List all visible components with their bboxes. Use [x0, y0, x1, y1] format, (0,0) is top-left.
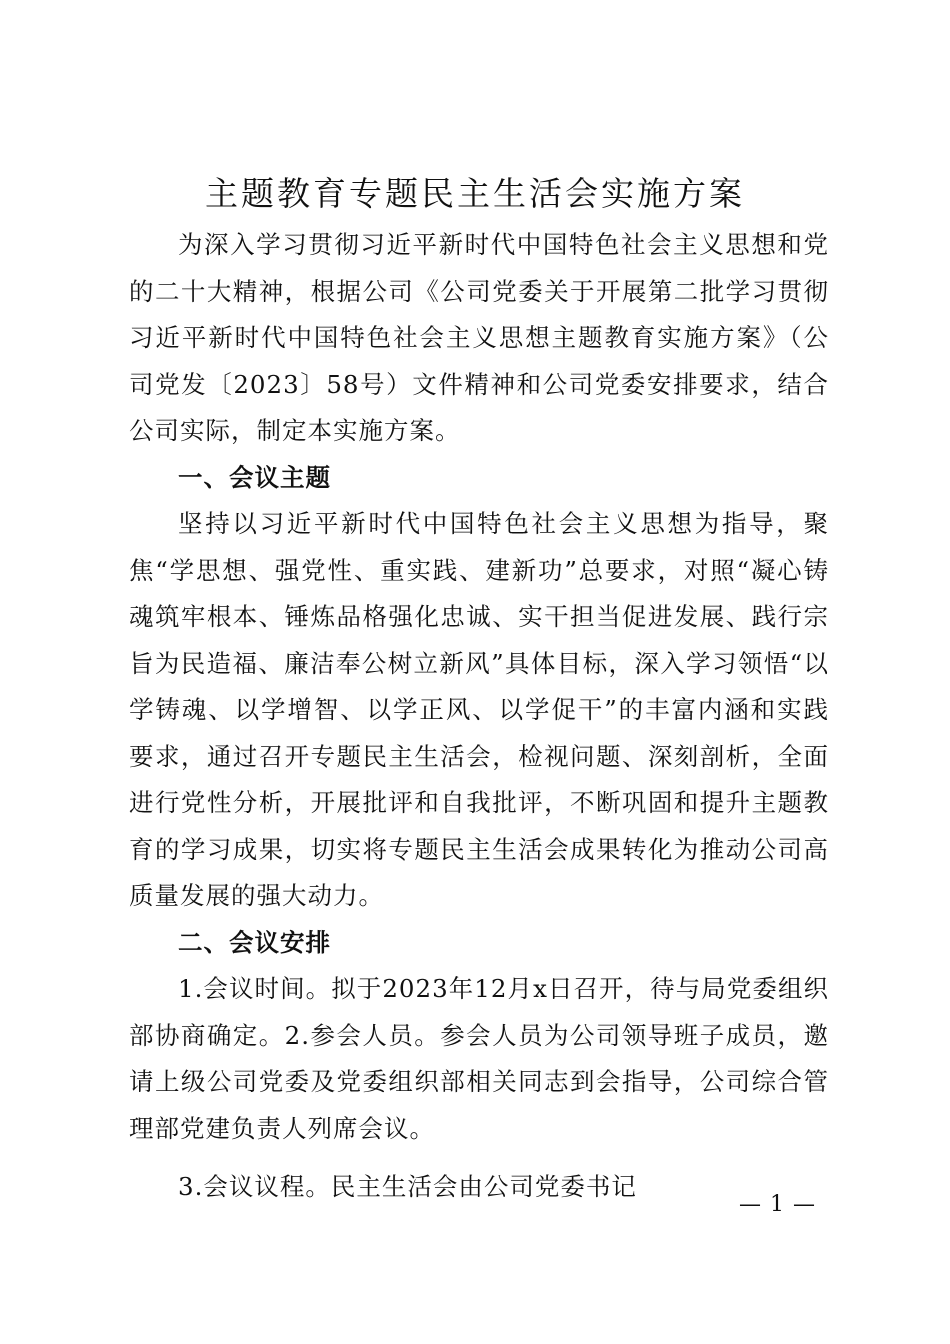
page-number: — 1 —	[739, 1192, 816, 1217]
paragraph-gap	[129, 1152, 829, 1164]
section-theme-paragraph: 坚持以习近平新时代中国特色社会主义思想为指导，聚焦“学思想、强党性、重实践、建新功”总要求，对照“凝心铸魂筑牢根本、锤炼品格强化忠诚、实干担当促进发展、践行宗旨为民造福、廉洁奉公树立新风”具体目标，深入学习领悟“以学铸魂、以学增智、以学正风、以学促干”的丰富内涵和实践要求，通过召开专题民主生活会，检视问题、深刻剖析，全面进行党性分析，开展批评和自我批评，不断巩固和提升主题教育的学习成果，切实将专题民主生活会成果转化为推动公司高质量发展的强大动力。	[129, 509, 829, 910]
intro-paragraph: 为深入学习贯彻习近平新时代中国特色社会主义思想和党的二十大精神，根据公司《公司党委关于开展第二批学习贯彻习近平新时代中国特色社会主义思想主题教育实施方案》（公司党发〔2023〕58号）文件精神和公司党委安排要求，结合公司实际，制定本实施方案。	[129, 230, 829, 445]
arrangement-paragraph-agenda: 3.会议议程。民主生活会由公司党委书记	[178, 1172, 637, 1201]
section-heading-theme: 一、会议主题	[178, 462, 331, 492]
document-body	[129, 222, 829, 1211]
arrangement-paragraph-time-attendees: 1.会议时间。拟于2023年12月x日召开，待与局党委组织部协商确定。2.参会人员。参会人员为公司领导班子成员，邀请上级公司党委及党委组织部相关同志到会指导，公司综合管理部党建负责人列席会议。	[129, 974, 829, 1143]
section-heading-arrangement: 二、会议安排	[178, 927, 331, 957]
document-title: 主题教育专题民主生活会实施方案	[205, 174, 745, 213]
